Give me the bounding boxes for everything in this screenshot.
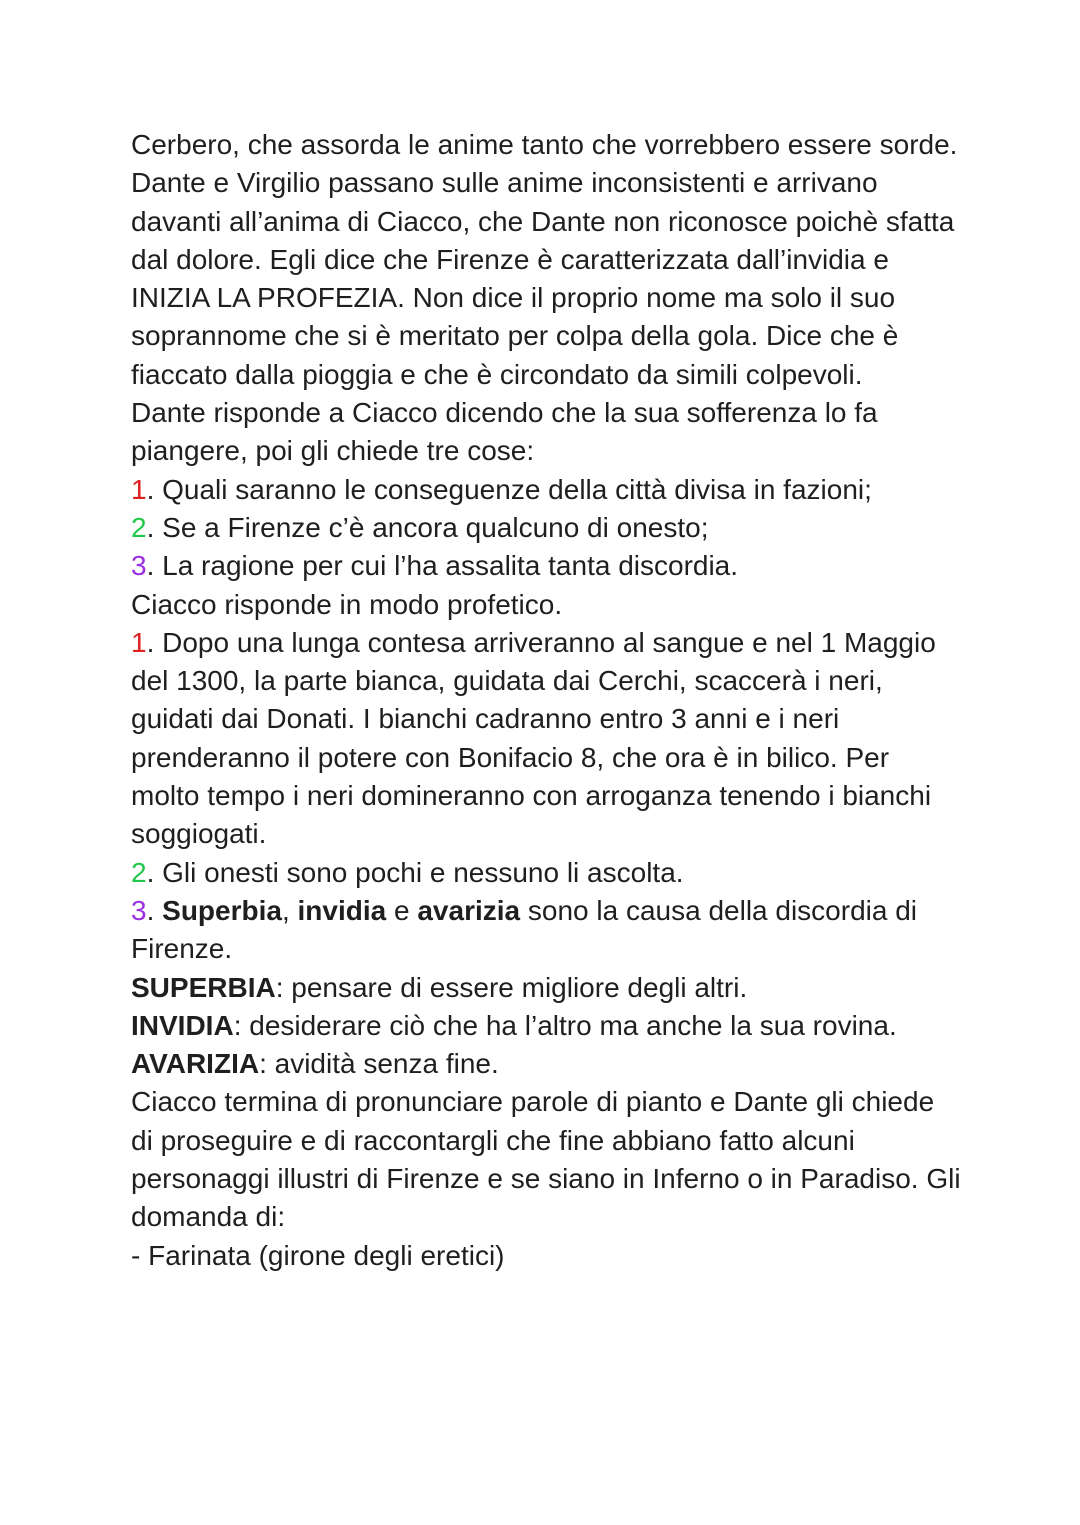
paragraph-cerbero: Cerbero, che assorda le anime tanto che vorrebbero essere sorde. (131, 129, 958, 160)
question-text: . La ragione per cui l’ha assalita tanta discordia. (146, 550, 739, 582)
definition-item (131, 1045, 961, 1083)
question-item (131, 471, 961, 509)
answer-text: . Gli onesti sono pochi e nessuno li ascolta. (146, 856, 684, 888)
paragraph-dante-questions: Dante risponde a Ciacco dicendo che la sua sofferenza lo fa piangere, poi gli chiede tre cose: (131, 397, 878, 467)
answer-text: sono la causa della discordia di Firenze. (131, 894, 918, 965)
definition-text: : pensare di essere migliore degli altri. (275, 971, 748, 1003)
definition-term: SUPERBIA (131, 971, 276, 1003)
answer-number: 2 (131, 856, 147, 888)
answer-item (131, 892, 961, 969)
answer-item (131, 624, 961, 854)
paragraph-ciacco-ends: Ciacco termina di pronunciare parole di pianto e Dante gli chiede di proseguire e di raccontargli che fine abbiano fatto alcuni personaggi illustri di Firenze e se siano in Inferno o in Paradiso. Gli domanda di: (131, 1086, 961, 1233)
definition-text: : avidità senza fine. (259, 1048, 499, 1080)
answer-number: 1 (131, 626, 147, 658)
question-item (131, 547, 961, 585)
definition-item (131, 1007, 961, 1045)
question-number: 1 (131, 473, 147, 505)
question-item (131, 509, 961, 547)
definition-text: : desiderare ciò che ha l’altro ma anche la sua rovina. (233, 1009, 897, 1041)
definition-term: INVIDIA (131, 1009, 234, 1041)
question-number: 3 (131, 550, 147, 582)
answer-text: . Dopo una lunga contesa arriveranno al sangue e nel 1 Maggio del 1300, la parte bianca, guidata dai Cerchi, scaccerà i neri, guidati dai Donati. I bianchi cadranno entro 3 anni e i neri prenderanno il potere con Bonifacio 8, che ora è in bilico. Per molto tempo i neri domineranno con arroganza tenendo i bianchi soggiogati. (131, 626, 936, 850)
answer-separator: e (386, 894, 418, 926)
keyword-superbia: Superbia (162, 894, 282, 926)
question-text: . Quali saranno le conseguenze della città divisa in fazioni; (146, 473, 872, 505)
keyword-avarizia: avarizia (417, 894, 521, 926)
definition-term: AVARIZIA (131, 1048, 260, 1080)
keyword-invidia: invidia (297, 894, 387, 926)
document-page (131, 126, 961, 1275)
answer-separator: . (146, 894, 163, 926)
paragraph-ciacco-intro: Dante e Virgilio passano sulle anime inconsistenti e arrivano davanti all’anima di Ciacco, che Dante non riconosce poichè sfatta dal dolore. Egli dice che Firenze è caratterizzata dall’invidia e INIZIA LA PROFEZIA. Non dice il proprio nome ma solo il suo soprannome che si è meritato per colpa della gola. Dice che è fiaccato dalla pioggia e che è circondato da simili colpevoli. (131, 167, 955, 390)
answer-number: 3 (131, 894, 147, 926)
paragraph-ciacco-answers: Ciacco risponde in modo profetico. (131, 588, 563, 620)
question-text: . Se a Firenze c’è ancora qualcuno di onesto; (146, 511, 709, 543)
list-item-farinata: - Farinata (girone degli eretici) (131, 1239, 505, 1271)
definition-item (131, 969, 961, 1007)
answer-separator: , (281, 894, 298, 926)
question-number: 2 (131, 511, 147, 543)
answer-item (131, 854, 961, 892)
